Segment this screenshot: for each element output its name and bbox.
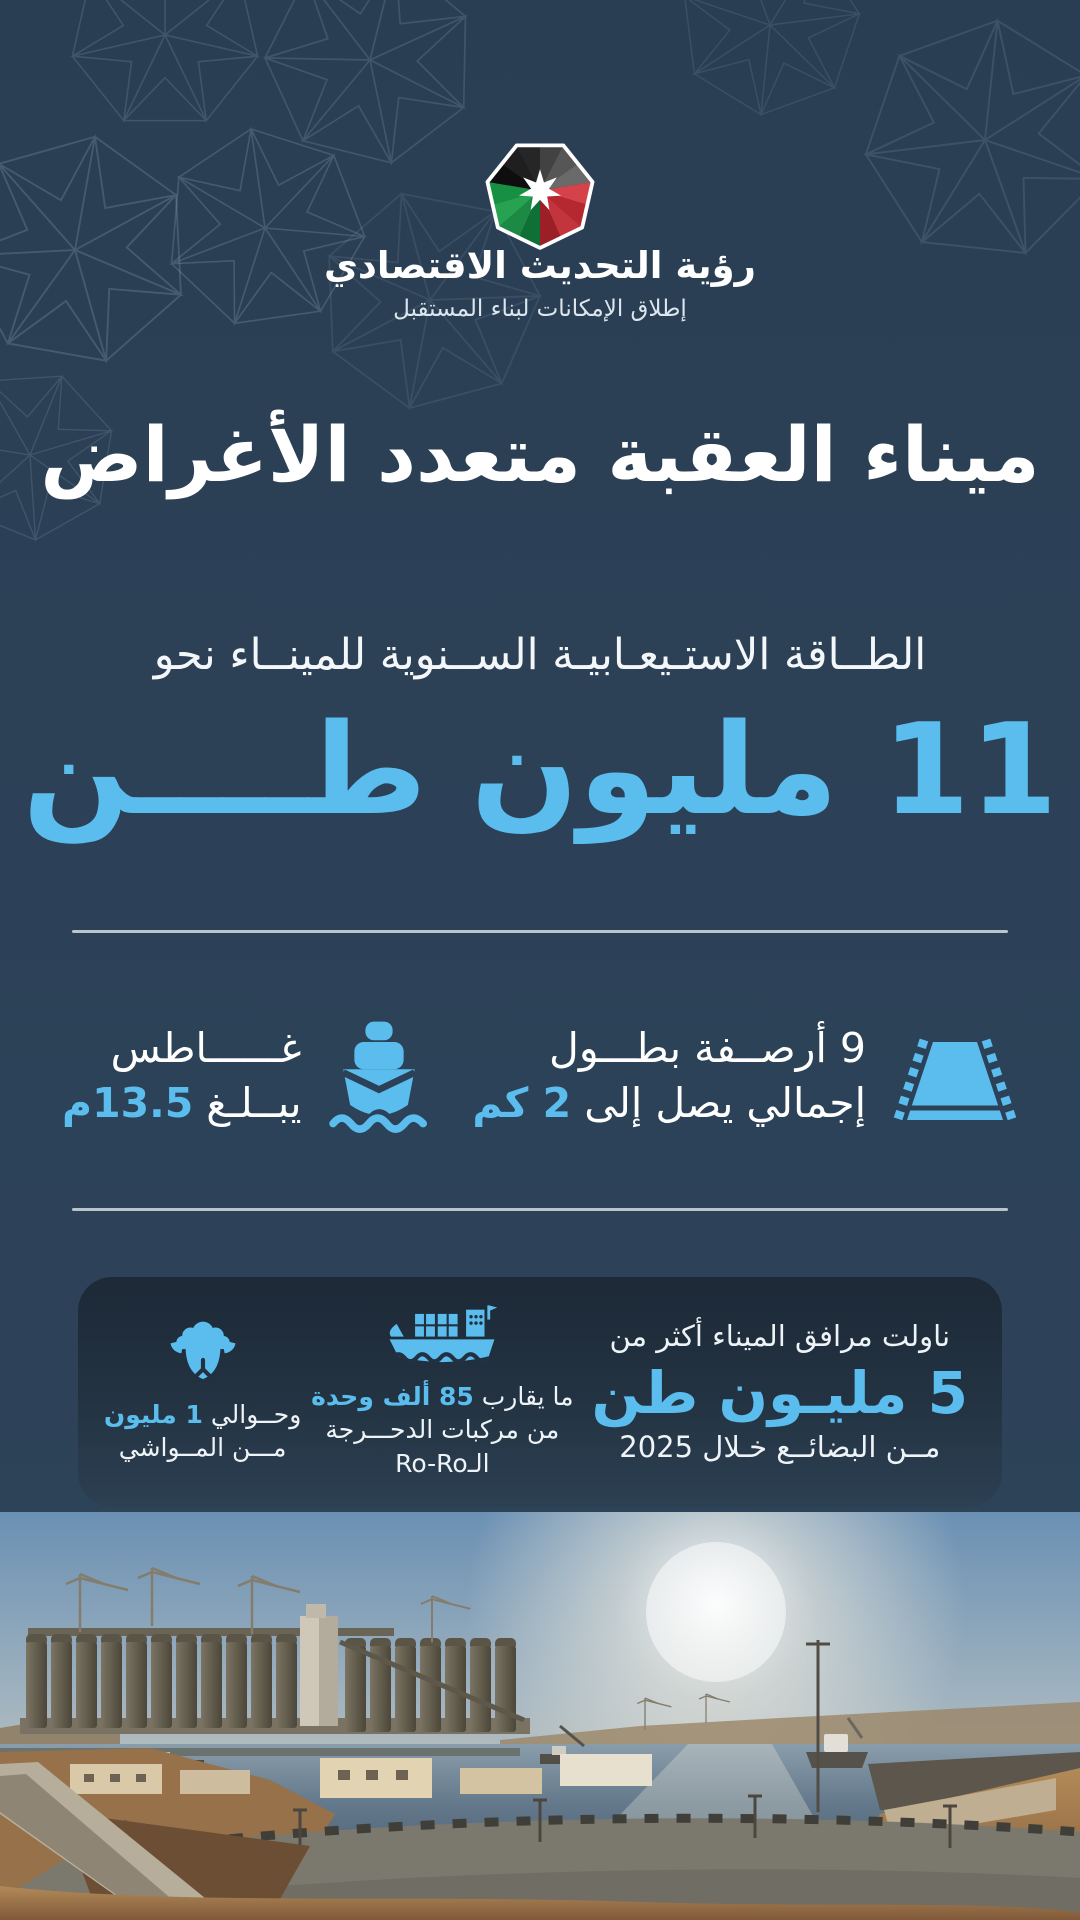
jordan-heptagon-emblem-logo (476, 132, 604, 256)
logo-tagline: إطلاق الإمكانات لبناء المستقبل (393, 296, 687, 322)
cargo-value: 5 مليـون طن (591, 1358, 969, 1427)
stats-row (62, 988, 1018, 1164)
divider-bottom (72, 1208, 1008, 1211)
livestock-stat (96, 1291, 309, 1493)
cargo-line2: مــن البضائــع خـلال 2025 (619, 1430, 941, 1465)
stat-berths-line2: إجمالي يصل إلى 2 كم (472, 1079, 866, 1127)
stat-draft (62, 1012, 430, 1140)
port-panorama-photo (0, 1512, 1080, 1920)
stat-draft-text (62, 1021, 302, 1131)
livestock-line1: وحــوالي 1 مليون (103, 1399, 302, 1429)
roro-line2: من مركبات الدحـــرجة (325, 1415, 560, 1445)
sheep-icon (162, 1320, 244, 1390)
stat-berths-line1: 9 أرصــفة بطـــول (549, 1024, 866, 1073)
roro-value: 85 ألف وحدة (311, 1381, 474, 1411)
stat-berths-value: 2 كم (472, 1079, 572, 1127)
stat-draft-line1: غــــــاطس (110, 1024, 302, 1073)
livestock-line2: مـــن المــواشي (118, 1433, 287, 1462)
highlights-card (78, 1277, 1002, 1507)
livestock-value: 1 مليون (103, 1399, 203, 1429)
stat-berths (472, 1021, 1018, 1131)
cargo-ship-icon (379, 1304, 505, 1372)
ship-bow-icon (328, 1012, 430, 1140)
cargo-line1: ناولت مرافق الميناء أكثر من (609, 1319, 951, 1354)
capacity-intro: الطــاقة الاستـيعـابيـة الســنوية للمينــاء نحو (153, 630, 927, 680)
page-title: ميناء العقبة متعدد الأغراض (40, 410, 1040, 499)
stat-draft-value: 13.5م (62, 1079, 194, 1127)
stat-draft-line2: يبــلـغ 13.5م (62, 1079, 302, 1127)
capacity-value: 11 مليون طــــن (22, 696, 1058, 843)
logo-title: رؤية التحديث الاقتصادي (324, 244, 756, 287)
divider-top (72, 930, 1008, 933)
quay-perspective-icon (892, 1026, 1018, 1126)
roro-line3: الـRo-Ro (395, 1448, 490, 1478)
stat-berths-text (472, 1021, 866, 1131)
roro-stat (309, 1291, 575, 1493)
roro-line1: ما يقارب 85 ألف وحدة (311, 1381, 574, 1411)
cargo-stat (576, 1291, 984, 1493)
